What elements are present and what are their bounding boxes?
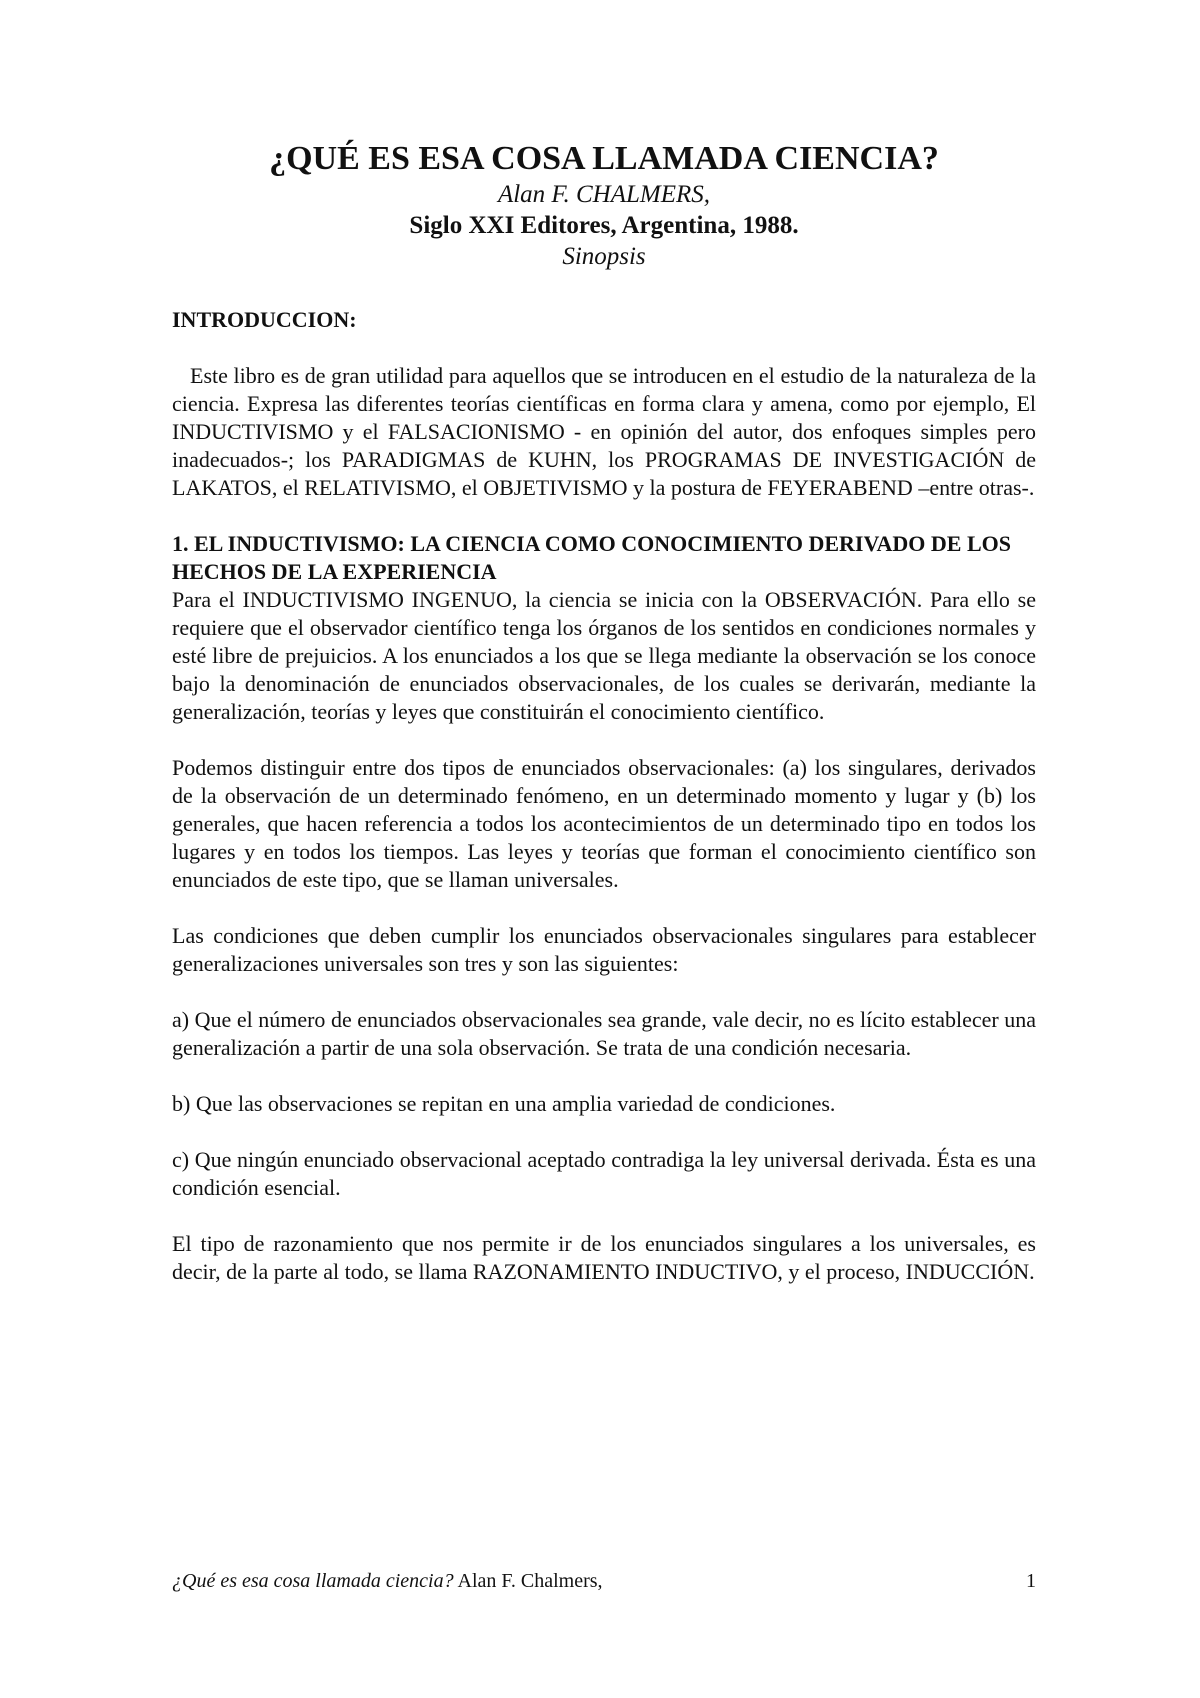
condition-b: b) Que las observaciones se repitan en una amplia variedad de condiciones. — [172, 1091, 836, 1116]
section-1-paragraph-2: Podemos distinguir entre dos tipos de enunciados observacionales: (a) los singulares, derivados de la observación de un determinado fenómeno, en un determinado momento y lugar y (b) los generales, que hacen referencia a todos los acontecimientos de un determinado tipo en todos los lugares y en todos los tiempos. Las leyes y teorías que forman el conocimiento científico son enunciados de este tipo, que se llaman universales. — [172, 755, 1036, 892]
document-publisher: Siglo XXI Editores, Argentina, 1988. — [409, 212, 799, 239]
footer-author: Alan F. Chalmers, — [453, 1570, 603, 1592]
document-title: ¿QUÉ ES ESA COSA LLAMADA CIENCIA? — [269, 140, 939, 177]
section-1-paragraph-1: Para el INDUCTIVISMO INGENUO, la ciencia se inicia con la OBSERVACIÓN. Para ello se requiere que el observador científico tenga los órganos de los sentidos en condiciones normales y esté libre de prejuicios. A los enunciados a los que se llega mediante la observación se los conoce bajo la denominación de enunciados observacionales, de los cuales se derivarán, mediante la generalización, teorías y leyes que constituirán el conocimiento científico. — [172, 587, 1036, 724]
page-content — [172, 140, 1036, 1286]
intro-paragraph: Este libro es de gran utilidad para aquellos que se introducen en el estudio de la naturaleza de la ciencia. Expresa las diferentes teorías científicas en forma clara y amena, como por ejemplo, El INDUCTIVISMO y el FALSACIONISMO - en opinión del autor, dos enfoques simples pero inadecuados-; los PARADIGMAS de KUHN, los PROGRAMAS DE INVESTIGACIÓN de LAKATOS, el RELATIVISMO, el OBJETIVISMO y la postura de FEYERABEND –entre otras-. — [172, 363, 1036, 500]
section-1-paragraph-4: El tipo de razonamiento que nos permite ir de los enunciados singulares a los universales, es decir, de la parte al todo, se llama RAZONAMIENTO INDUCTIVO, y el proceso, INDUCCIÓN. — [172, 1231, 1036, 1284]
section-1-paragraph-3: Las condiciones que deben cumplir los enunciados observacionales singulares para establecer generalizaciones universales son tres y son las siguientes: — [172, 923, 1036, 976]
document-author: Alan F. CHALMERS, — [497, 181, 711, 208]
page-footer — [172, 1568, 1036, 1594]
footer-book-title: ¿Qué es esa cosa llamada ciencia? — [172, 1570, 454, 1592]
document-subtitle: Sinopsis — [562, 243, 646, 270]
intro-heading: INTRODUCCION: — [172, 307, 357, 332]
section-1-heading: 1. EL INDUCTIVISMO: LA CIENCIA COMO CONOCIMIENTO DERIVADO DE LOS HECHOS DE LA EXPERIENCIA — [172, 531, 1011, 584]
page-number: 1 — [1026, 1570, 1036, 1592]
condition-a: a) Que el número de enunciados observacionales sea grande, vale decir, no es lícito establecer una generalización a partir de una sola observación. Se trata de una condición necesaria. — [172, 1007, 1036, 1060]
condition-c: c) Que ningún enunciado observacional aceptado contradiga la ley universal derivada. Ésta es una condición esencial. — [172, 1147, 1036, 1200]
